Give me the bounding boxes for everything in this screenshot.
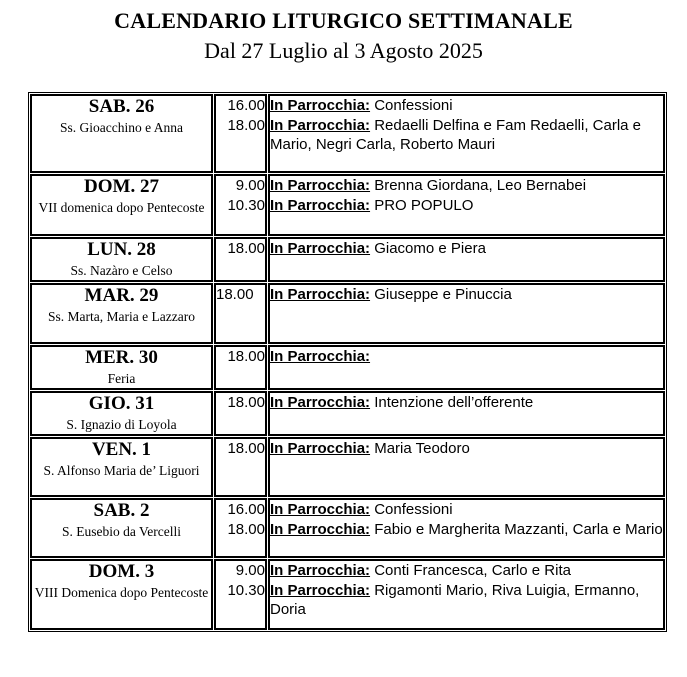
saint-name: S. Ignazio di Loyola (66, 417, 177, 432)
intentions-cell (268, 345, 665, 390)
saint-name: VII domenica dopo Pentecoste (38, 200, 205, 215)
place-label: In Parrocchia: (270, 348, 371, 365)
mass-time: 18.00 (227, 116, 265, 134)
saint-name: S. Alfonso Maria de’ Liguori (43, 463, 200, 478)
intentions-cell (268, 174, 665, 236)
place-label: In Parrocchia: (270, 116, 371, 134)
intention-text: Fabio e Margherita Mazzanti, Carla e Mario (370, 520, 663, 538)
mass-time: 18.00 (216, 286, 254, 303)
mass-time: 16.00 (227, 501, 265, 518)
intention-entry (270, 116, 663, 155)
intention-entry (270, 176, 663, 196)
intention-entry (270, 347, 663, 367)
day-name: SAB. 2 (93, 500, 150, 521)
intention-entry (270, 439, 663, 459)
intention-text: Conti Francesca, Carlo e Rita (370, 562, 571, 579)
intention-entry (270, 581, 663, 620)
saint-name: Ss. Marta, Maria e Lazzaro (48, 309, 195, 324)
mass-time: 10.30 (227, 196, 265, 214)
mass-time: 10.30 (227, 581, 265, 599)
intention-text: Confessioni (370, 501, 453, 518)
calendar-row (30, 283, 665, 344)
place-label: In Parrocchia: (270, 520, 371, 538)
day-cell (30, 559, 213, 630)
intention-text: Brenna Giordana, Leo Bernabei (370, 177, 587, 194)
intention-text: Giuseppe e Pinuccia (370, 286, 512, 303)
mass-time: 9.00 (235, 562, 265, 579)
intention-entry (270, 561, 663, 581)
times-cell (214, 345, 267, 390)
day-name: GIO. 31 (88, 393, 155, 414)
calendar-row (30, 174, 665, 236)
intentions-cell (268, 498, 665, 558)
intention-text: Maria Teodoro (370, 440, 470, 457)
intention-entry (270, 96, 663, 116)
intention-entry (270, 500, 663, 520)
place-label: In Parrocchia: (270, 177, 371, 194)
saint-name: S. Eusebio da Vercelli (62, 524, 181, 539)
intention-text: Intenzione dell’offerente (370, 394, 534, 411)
day-name: VEN. 1 (91, 439, 152, 460)
day-name: LUN. 28 (87, 239, 156, 260)
day-cell (30, 94, 213, 173)
saint-name: VIII Domenica dopo Pentecoste (34, 585, 209, 600)
calendar-row (30, 345, 665, 390)
intention-text: Confessioni (370, 97, 453, 114)
intention-entry (270, 196, 663, 216)
intention-text: Giacomo e Piera (370, 240, 486, 257)
intentions-cell (268, 559, 665, 630)
calendar-row (30, 437, 665, 497)
times-cell (214, 283, 267, 344)
mass-time: 9.00 (235, 177, 265, 194)
page-title: CALENDARIO LITURGICO SETTIMANALE (114, 8, 573, 33)
day-cell (30, 345, 213, 390)
times-cell (214, 391, 267, 436)
day-cell (30, 437, 213, 497)
place-label: In Parrocchia: (270, 501, 371, 518)
mass-time: 18.00 (227, 348, 265, 365)
mass-time: 18.00 (227, 520, 265, 538)
times-cell (214, 174, 267, 236)
day-name: SAB. 26 (88, 96, 155, 117)
mass-time: 16.00 (227, 97, 265, 114)
day-name: DOM. 3 (88, 561, 155, 582)
place-label: In Parrocchia: (270, 97, 371, 114)
mass-time: 18.00 (227, 240, 265, 257)
place-label: In Parrocchia: (270, 394, 371, 411)
times-cell (214, 498, 267, 558)
day-name: MER. 30 (85, 347, 158, 368)
day-name: MAR. 29 (84, 285, 159, 306)
times-cell (214, 94, 267, 173)
calendar-row (30, 237, 665, 282)
place-label: In Parrocchia: (270, 562, 371, 579)
place-label: In Parrocchia: (270, 196, 371, 214)
calendar-table (28, 92, 667, 632)
saint-name: Ss. Nazàro e Celso (70, 263, 173, 278)
times-cell (214, 559, 267, 630)
day-cell (30, 174, 213, 236)
place-label: In Parrocchia: (270, 240, 371, 257)
intention-entry (270, 393, 663, 413)
calendar-row (30, 498, 665, 558)
place-label: In Parrocchia: (270, 286, 371, 303)
mass-time: 18.00 (227, 440, 265, 457)
calendar-row (30, 559, 665, 630)
intention-text: Redaelli Delfina e Fam Redaelli, Carla e Mario, Negri Carla, Roberto Mauri (270, 116, 642, 153)
mass-time: 18.00 (227, 394, 265, 411)
day-name: DOM. 27 (84, 176, 159, 197)
intentions-cell (268, 283, 665, 344)
day-cell (30, 237, 213, 282)
place-label: In Parrocchia: (270, 581, 371, 599)
intention-entry (270, 285, 663, 305)
day-cell (30, 283, 213, 344)
calendar-row (30, 94, 665, 173)
intention-entry (270, 239, 663, 259)
intentions-cell (268, 391, 665, 436)
intentions-cell (268, 94, 665, 173)
saint-name: Ss. Gioacchino e Anna (60, 120, 183, 135)
calendar-row (30, 391, 665, 436)
intention-entry (270, 520, 663, 540)
page-subtitle: Dal 27 Luglio al 3 Agosto 2025 (204, 38, 483, 63)
saint-name: Feria (107, 371, 136, 386)
intentions-cell (268, 237, 665, 282)
times-cell (214, 437, 267, 497)
intention-text: PRO POPULO (370, 196, 474, 214)
intention-text: Rigamonti Mario, Riva Luigia, Ermanno, Doria (270, 581, 640, 618)
day-cell (30, 391, 213, 436)
intentions-cell (268, 437, 665, 497)
place-label: In Parrocchia: (270, 440, 371, 457)
day-cell (30, 498, 213, 558)
times-cell (214, 237, 267, 282)
